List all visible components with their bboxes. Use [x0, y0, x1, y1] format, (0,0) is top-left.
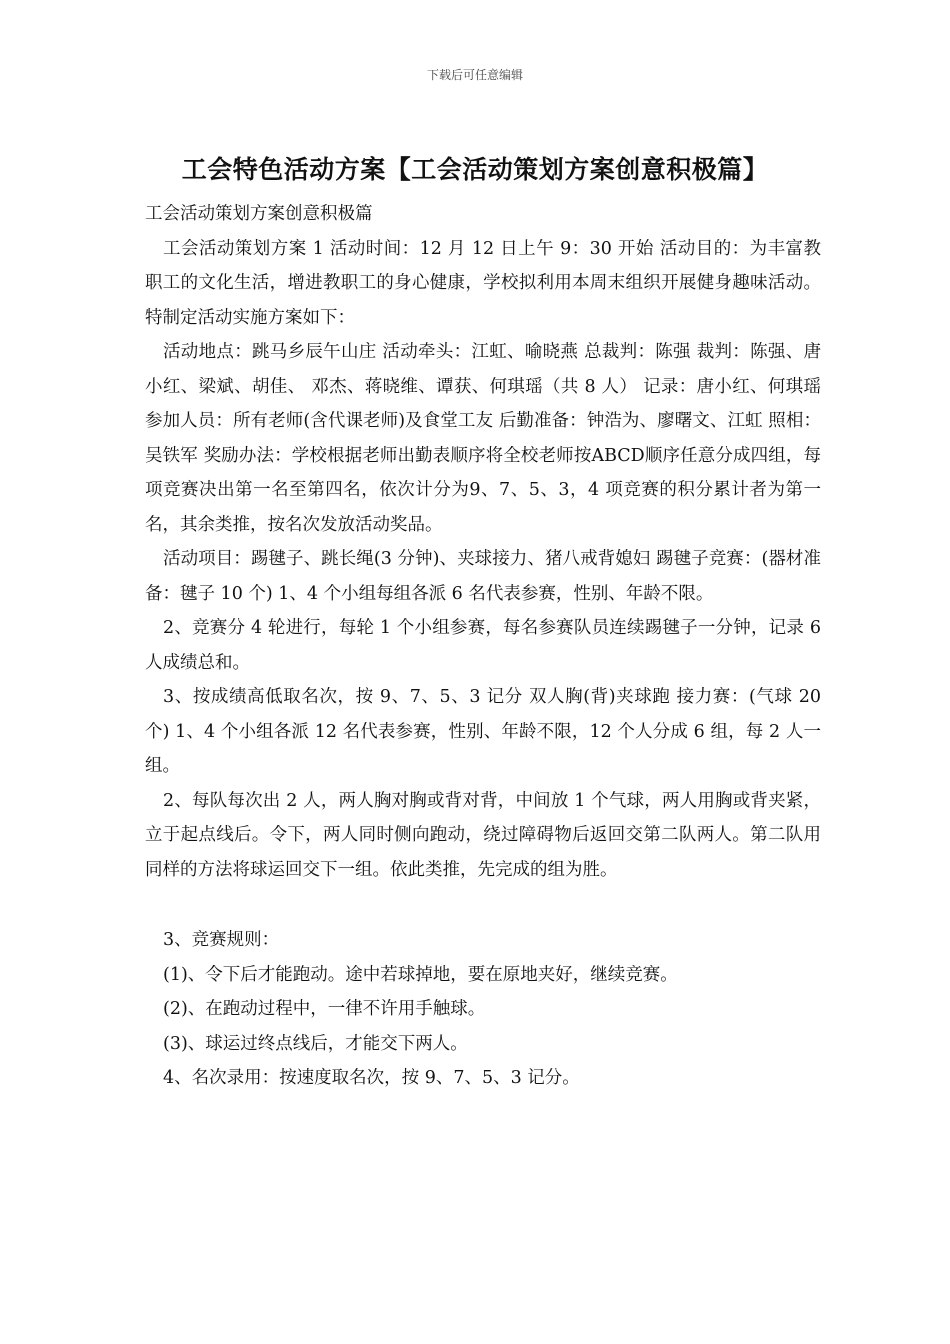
paragraph-rule-2: (2)、在跑动过程中，一律不许用手触球。 — [163, 999, 486, 1019]
document-title: 工会特色活动方案【工会活动策划方案创意积极篇】 — [181, 155, 769, 184]
page-header-note: 下载后可任意编辑 — [426, 68, 523, 82]
paragraph-location-staff: 活动地点：跳马乡辰午山庄 活动牵头：江虹、喻晓燕 总裁判：陈强 裁判：陈强、唐小红、梁斌、胡佳、 邓杰、蒋晓维、谭获、何琪瑶（共 8 人） 记录：唐小红、何琪瑶 参加人员：所有老师(含代课老师)及食堂工友 后勤准备：钟浩为、廖曙文、江虹 照相：吴铁军 奖励办法：学校根据老师出勤表顺序将全校老师按ABCD顺序任意分成四组，每项竞赛决出第一名至第四名，依次计分为9、7、5、3，4 项竞赛的积分累计者为第一名，其余类推，按名次发放活动奖品。 — [145, 342, 821, 535]
paragraph-relay-intro: 3、按成绩高低取名次，按 9、7、5、3 记分 双人胸(背)夹球跑 接力赛：(气球 20 个) 1、4 个小组各派 12 名代表参赛，性别、年龄不限，12 个人分成 6 组，每 2 人一组。 — [145, 687, 821, 776]
document-body — [145, 197, 821, 1096]
paragraph-ranking: 4、名次录用：按速度取名次，按 9、7、5、3 记分。 — [163, 1068, 580, 1088]
paragraph-rule-3: (3)、球运过终点线后，才能交下两人。 — [163, 1033, 468, 1054]
paragraph-intro: 工会活动策划方案 1 活动时间：12 月 12 日上午 9：30 开始 活动目的：为丰富教职工的文化生活，增进教职工的身心健康，学校拟利用本周末组织开展健身趣味活动。特制定活动实施方案如下： — [145, 238, 821, 328]
paragraph-rule-1: (1)、令下后才能跑动。途中若球掉地，要在原地夹好，继续竞赛。 — [163, 964, 678, 985]
paragraph-rules-heading: 3、竞赛规则： — [163, 930, 280, 950]
paragraph-subtitle: 工会活动策划方案创意积极篇 — [145, 204, 373, 224]
paragraph-relay-method: 2、每队每次出 2 人，两人胸对胸或背对背，中间放 1 个气球，两人用胸或背夹紧，立于起点线后。令下，两人同时侧向跑动，绕过障碍物后返回交第二队两人。第二队用同样的方法将球运回交下一组。依此类推，先完成的组为胜。 — [145, 790, 821, 880]
paragraph-events: 活动项目：踢毽子、跳长绳(3 分钟)、夹球接力、猪八戒背媳妇 踢毽子竞赛：(器材准备：毽子 10 个) 1、4 个小组每组各派 6 名代表参赛，性别、年龄不限。 — [145, 549, 821, 604]
paragraph-shuttlecock-rule-2: 2、竞赛分 4 轮进行，每轮 1 个小组参赛，每名参赛队员连续踢毽子一分钟，记录 6 人成绩总和。 — [145, 618, 821, 673]
